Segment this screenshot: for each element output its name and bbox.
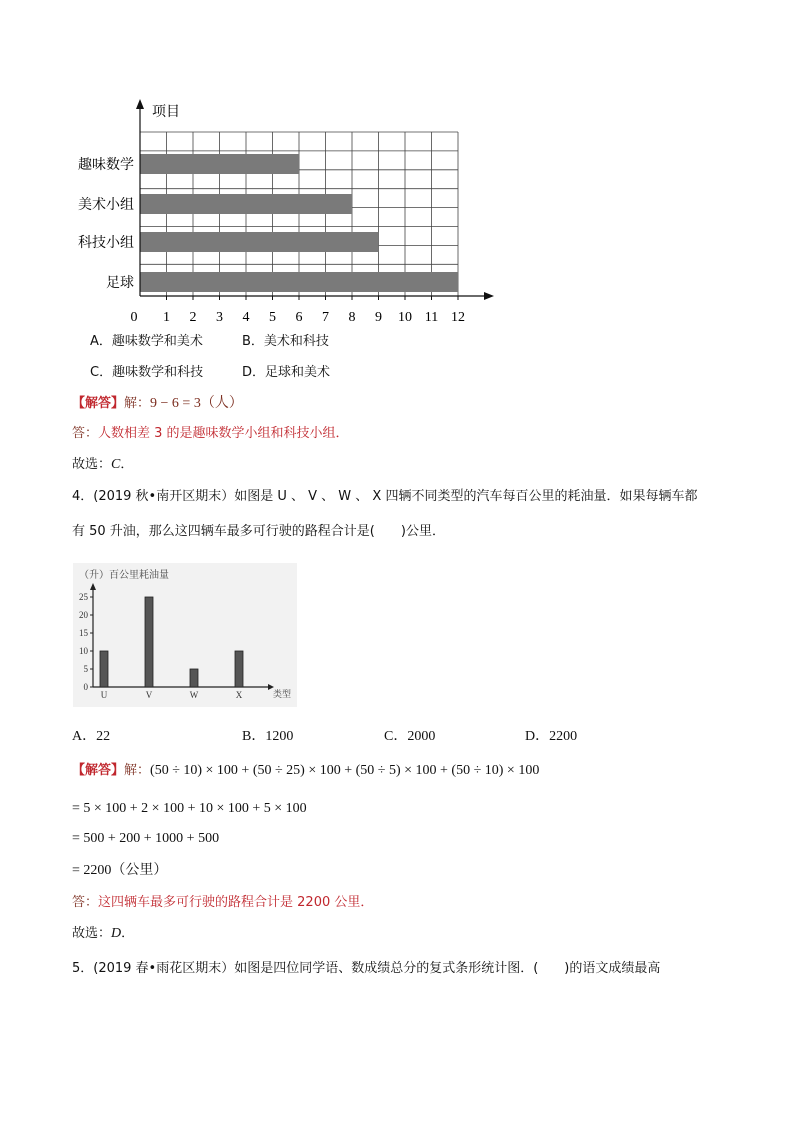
y-axis-arrow bbox=[136, 99, 144, 109]
answer-jie: 解： bbox=[124, 396, 151, 411]
bar-X bbox=[235, 651, 243, 687]
x-tick-label: 1 bbox=[163, 310, 170, 325]
x-tick-label: 8 bbox=[348, 310, 356, 325]
choice-prefix: 故选： bbox=[72, 457, 112, 472]
x-tick-label: 0 bbox=[130, 310, 138, 325]
q4-step-4: = 2200（公里） bbox=[72, 863, 168, 878]
category-label: U bbox=[100, 690, 108, 700]
x-tick-label: 6 bbox=[295, 310, 303, 325]
conclusion-text: 人数相差 3 的是趣味数学小组和科技小组． bbox=[98, 426, 349, 441]
y-tick-label: 0 bbox=[83, 682, 88, 692]
x-tick-label: 12 bbox=[451, 310, 465, 325]
conclusion-text: 这四辆车最多可行驶的路程合计是 2200 公里． bbox=[98, 895, 374, 910]
q4-question-line2: 有 50 升油，那么这四辆车最多可行驶的路程合计是( )公里． bbox=[72, 524, 445, 539]
bar-4 bbox=[140, 272, 458, 292]
x-tick-label: 3 bbox=[216, 310, 223, 325]
q3-option-d: D．足球和美术 bbox=[242, 365, 331, 380]
q4-option-d: D．2200 bbox=[525, 729, 578, 744]
q3-option-c: C．趣味数学和科技 bbox=[90, 365, 204, 380]
category-label: X bbox=[235, 690, 243, 700]
y-tick-label: 10 bbox=[79, 646, 88, 656]
choice-suffix: ． bbox=[120, 457, 134, 472]
q4-step-2: = 5 × 100 + 2 × 100 + 10 × 100 + 5 × 100 bbox=[72, 801, 307, 816]
chart1-category-labels bbox=[78, 156, 134, 291]
bar-U bbox=[100, 651, 108, 687]
choice-prefix: 故选： bbox=[72, 926, 112, 941]
y-tick-label: 5 bbox=[83, 664, 88, 674]
bar-3 bbox=[140, 232, 379, 252]
answer-tag: 【解答】 bbox=[72, 396, 125, 411]
q4-answer-line bbox=[72, 762, 539, 780]
q3-choice bbox=[72, 456, 133, 474]
q3-answer-line bbox=[72, 395, 243, 413]
q3-conclusion bbox=[72, 425, 349, 443]
q3-option-a: A．趣味数学和美术 bbox=[90, 334, 203, 349]
x-tick-label: 4 bbox=[242, 310, 250, 325]
category-label: 趣味数学 bbox=[78, 157, 134, 173]
hobby-group-bar-chart bbox=[0, 0, 794, 330]
category-label: 科技小组 bbox=[78, 235, 134, 251]
q4-option-a: A．22 bbox=[72, 729, 111, 744]
q4-option-c: C．2000 bbox=[384, 729, 436, 744]
category-label: 美术小组 bbox=[78, 197, 134, 213]
choice-letter: D bbox=[111, 926, 122, 941]
bar-W bbox=[190, 669, 198, 687]
conclusion-prefix: 答： bbox=[72, 895, 99, 910]
answer-jie: 解： bbox=[124, 763, 151, 778]
q4-option-b: B．1200 bbox=[242, 729, 294, 744]
answer-expression: (50 ÷ 10) × 100 + (50 ÷ 25) × 100 + (50 ÷ 5) × 100 + (50 ÷ 10) × 100 bbox=[150, 763, 540, 778]
y-tick-label: 15 bbox=[79, 628, 88, 638]
bar-2 bbox=[140, 194, 352, 214]
category-label: V bbox=[145, 690, 153, 700]
x-tick-label: 9 bbox=[375, 310, 382, 325]
q4-question-line1: 4．(2019 秋•南开区期末）如图是 U 、 V 、 W 、 X 四辆不同类型的汽车每百公里的耗油量．如果每辆车都 bbox=[72, 489, 698, 504]
fuel-consumption-bar-chart bbox=[73, 563, 297, 707]
y-tick-label: 25 bbox=[79, 592, 88, 602]
category-label: 足球 bbox=[106, 275, 134, 291]
chart1-y-axis-label: 项目 bbox=[152, 104, 180, 120]
q4-conclusion bbox=[72, 894, 373, 912]
x-tick-label: 7 bbox=[322, 310, 329, 325]
x-tick-label: 2 bbox=[189, 310, 197, 325]
bar-1 bbox=[140, 154, 299, 174]
x-tick-label: 11 bbox=[424, 310, 439, 325]
answer-formula: 9 − 6 = 3（人） bbox=[150, 396, 243, 411]
q4-choice bbox=[72, 925, 134, 943]
category-label: W bbox=[189, 690, 199, 700]
q3-option-b: B．美术和科技 bbox=[242, 334, 329, 349]
x-tick-label: 10 bbox=[398, 310, 412, 325]
choice-letter: C bbox=[111, 457, 121, 472]
chart1-x-tick-labels bbox=[131, 310, 466, 325]
bar-V bbox=[145, 597, 153, 687]
q4-step-3: = 500 + 200 + 1000 + 500 bbox=[72, 831, 220, 846]
choice-suffix: ． bbox=[121, 926, 135, 941]
x-axis-arrow bbox=[484, 292, 494, 300]
chart2-x-axis-label: 类型 bbox=[273, 690, 292, 700]
answer-tag: 【解答】 bbox=[72, 763, 125, 778]
conclusion-prefix: 答： bbox=[72, 426, 99, 441]
q5-question-line1: 5．(2019 春•雨花区期末）如图是四位同学语、数成绩总分的复式条形统计图．( )的语文成绩最高 bbox=[72, 961, 661, 976]
chart2-title: （升）百公里耗油量 bbox=[79, 570, 169, 581]
x-tick-label: 5 bbox=[269, 310, 276, 325]
y-tick-label: 20 bbox=[79, 610, 88, 620]
